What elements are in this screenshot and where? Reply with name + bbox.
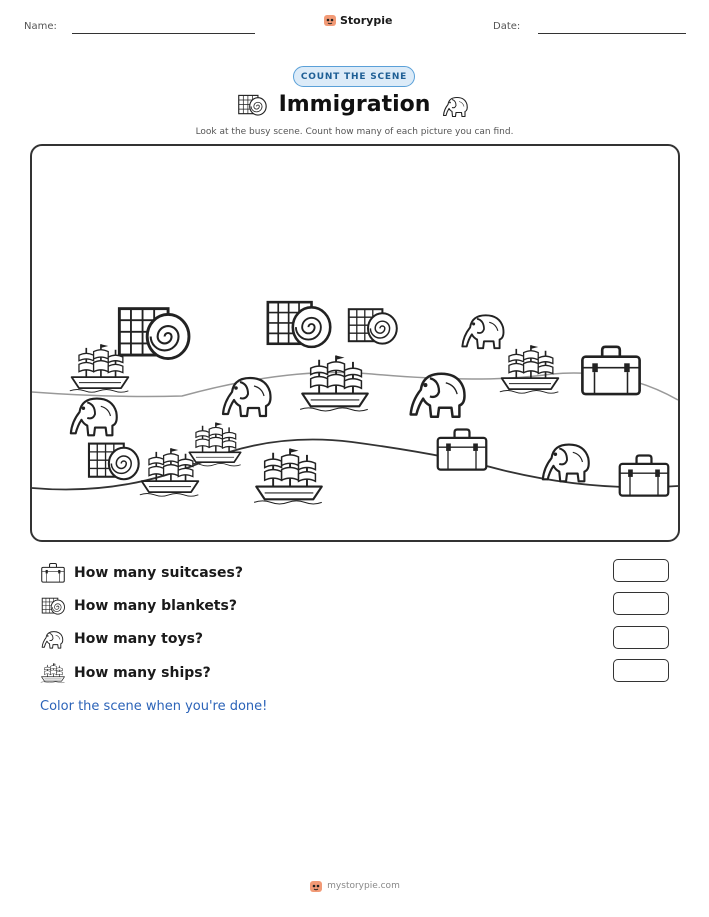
elephant-toy-icon (543, 445, 589, 482)
blanket-icon (119, 309, 189, 359)
brand-logo (323, 13, 392, 27)
question-suitcases (40, 561, 243, 585)
blanket-icon (349, 309, 397, 343)
question-text: How many toys? (74, 631, 204, 647)
busy-scene (30, 144, 680, 542)
activity-badge: COUNT THE SCENE (293, 66, 415, 87)
ship-icon (254, 449, 322, 505)
suitcase-icon (438, 429, 487, 469)
answer-box-ships[interactable] (613, 659, 669, 682)
page-title: Immigration (278, 92, 431, 117)
name-label: Name: (24, 21, 57, 32)
ship-icon (188, 422, 241, 466)
question-text: How many ships? (74, 665, 211, 681)
elephant-toy-icon (71, 399, 117, 436)
suitcase-icon (620, 455, 669, 495)
blanket-icon (40, 595, 66, 617)
answer-box-toys[interactable] (613, 626, 669, 649)
question-text: How many suitcases? (74, 565, 243, 581)
answer-box-blankets[interactable] (613, 592, 669, 615)
date-line[interactable] (538, 33, 686, 34)
blanket-icon (89, 444, 139, 480)
scene-illustration (32, 146, 678, 540)
ship-icon (140, 448, 199, 496)
elephant-toy-icon (40, 628, 66, 650)
footer (0, 879, 709, 893)
name-line[interactable] (72, 33, 255, 34)
question-toys (40, 627, 203, 651)
question-blankets (40, 594, 237, 618)
suitcase-icon (40, 562, 66, 584)
storypie-logo-icon (309, 879, 323, 893)
blanket-icon (268, 302, 330, 347)
question-text: How many blankets? (74, 598, 237, 614)
storypie-logo-icon (323, 13, 337, 27)
ship-icon (40, 662, 66, 684)
question-ships (40, 661, 211, 685)
ship-icon (300, 356, 368, 412)
instructions: Look at the busy scene. Count how many of each picture you can find. (195, 127, 514, 137)
ship-icon (500, 345, 559, 393)
elephant-toy-icon (441, 93, 471, 119)
brand-name: Storypie (340, 13, 393, 27)
suitcase-icon (582, 347, 639, 394)
elephant-toy-icon (411, 374, 465, 417)
elephant-toy-icon (462, 315, 503, 348)
color-instruction: Color the scene when you're done! (40, 699, 268, 714)
date-label: Date: (493, 21, 521, 32)
footer-site: mystorypie.com (327, 881, 400, 891)
answer-box-suitcases[interactable] (613, 559, 669, 582)
